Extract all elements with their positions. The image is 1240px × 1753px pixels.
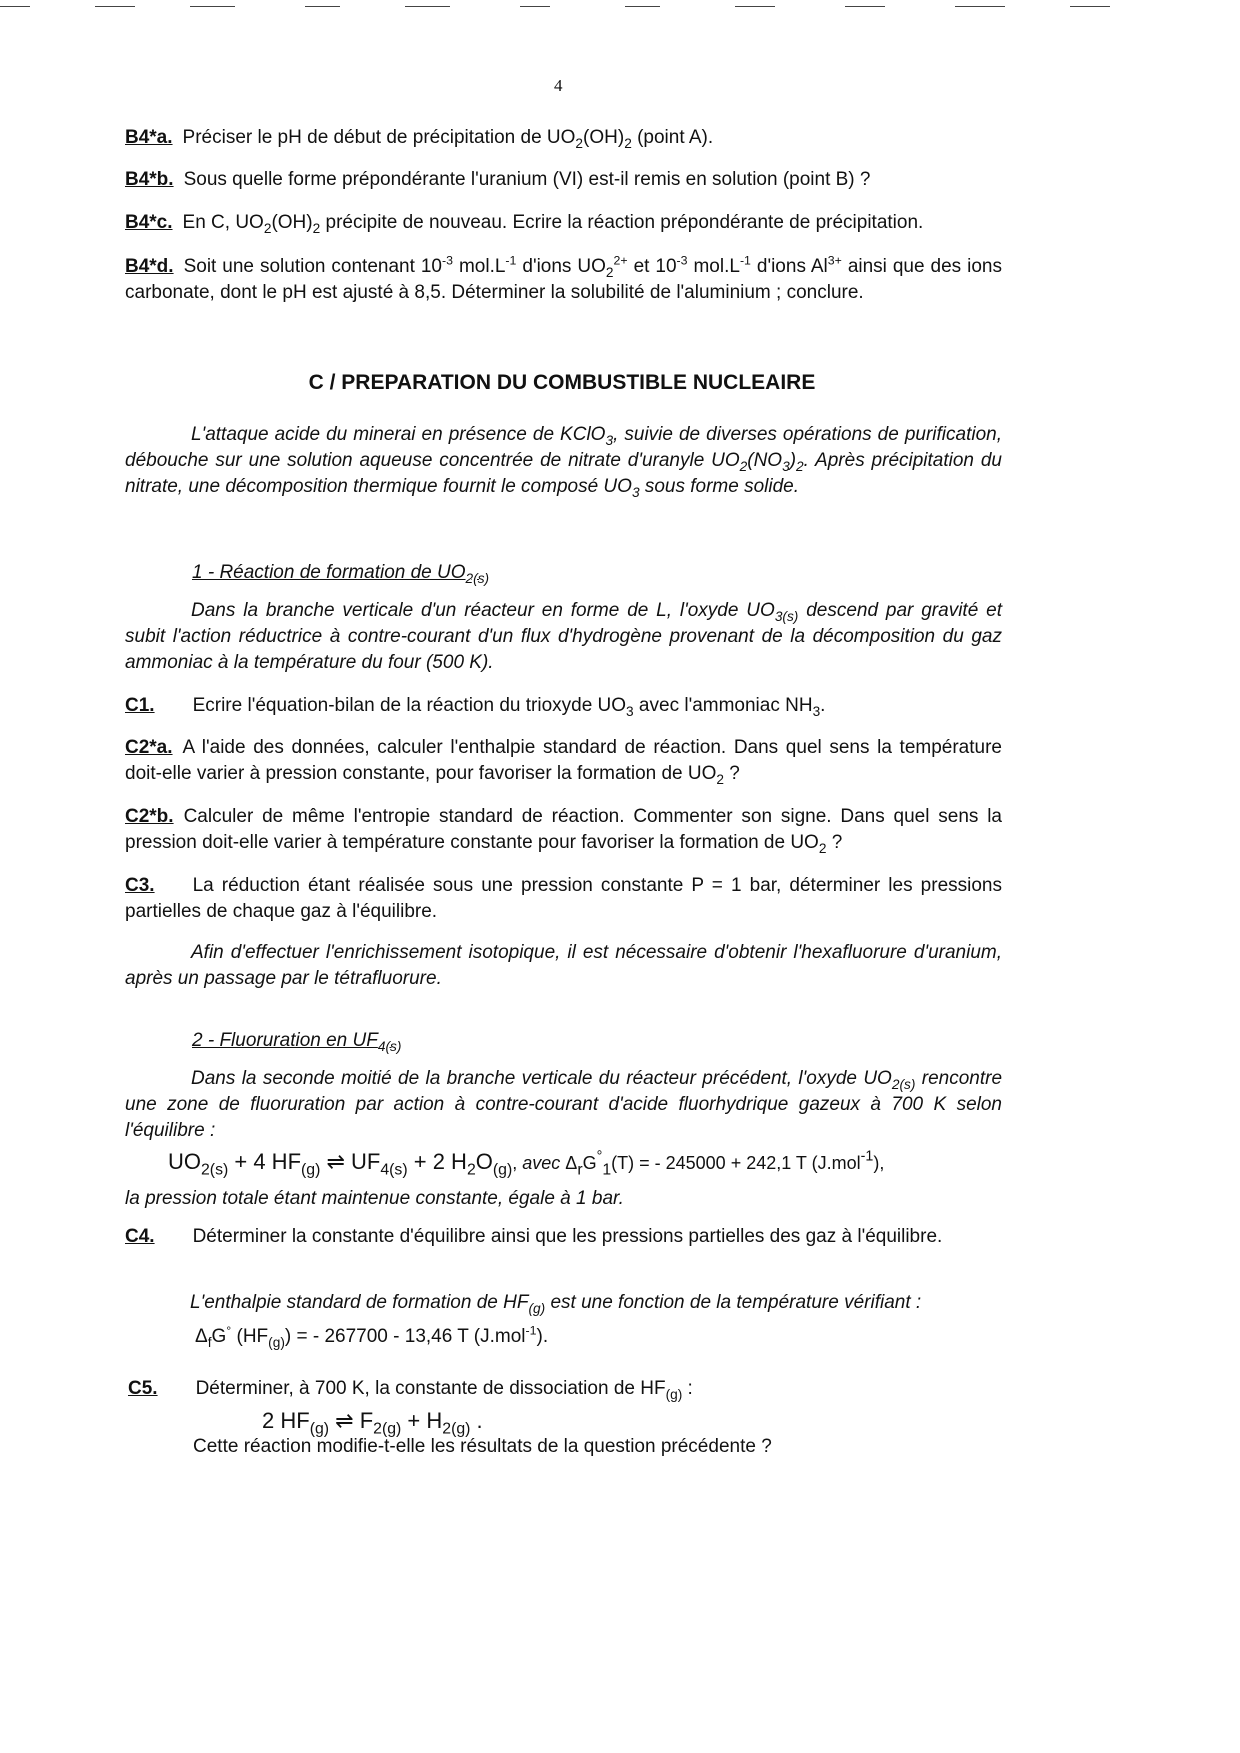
text-run: Δ	[565, 1153, 578, 1173]
superscript: °	[596, 1148, 603, 1165]
question-b4d	[125, 254, 1002, 306]
subscript: 2(s)	[891, 1076, 916, 1092]
subsection-title-1	[192, 560, 489, 586]
question-c3	[125, 873, 1002, 925]
question-label: C2*a.	[125, 737, 173, 758]
text-run: ?	[826, 832, 843, 853]
text-run: ⇌ UF	[320, 1149, 381, 1174]
subscript: 2	[818, 840, 827, 856]
text-run: Soit une solution contenant 10	[183, 256, 442, 277]
subscript: 4(s)	[380, 1161, 408, 1179]
subscript: 2	[624, 135, 632, 151]
subscript: (g)	[665, 1386, 683, 1402]
question-c1	[125, 693, 1002, 719]
subscript: (g)	[301, 1161, 321, 1179]
subscript: 2(s)	[201, 1161, 229, 1179]
text-run: L'enthalpie standard de formation de HF	[190, 1292, 529, 1313]
text-run: Ecrire l'équation-bilan de la réaction du trioxyde UO	[192, 695, 627, 716]
paragraph-pressure	[125, 1186, 1002, 1212]
text-run: Dans la seconde moitié de la branche verticale du réacteur précédent, l'oxyde UO	[191, 1068, 892, 1089]
subscript: 2	[263, 220, 272, 236]
question-label: C1.	[125, 695, 155, 716]
subscript: 2	[605, 264, 614, 280]
text-run: La réduction étant réalisée sous une pression constante P = 1 bar, déterminer les pressions partielles de chaque gaz à l'équilibre.	[125, 875, 1002, 922]
scan-mark	[955, 6, 1005, 7]
subscript: 2	[739, 458, 748, 474]
scan-mark	[625, 6, 660, 7]
text-run: est une fonction de la température vérifiant :	[545, 1292, 922, 1313]
text-run: Déterminer la constante d'équilibre ainsi que les pressions partielles des gaz à l'équilibre.	[192, 1226, 943, 1247]
scan-mark	[845, 6, 885, 7]
text-run: ).	[536, 1326, 549, 1347]
superscript: 3+	[827, 253, 842, 268]
text-run: (point A).	[631, 127, 714, 148]
subscript: 3	[626, 703, 634, 719]
question-label: C5.	[128, 1378, 158, 1399]
text-run: .	[820, 695, 826, 716]
text-run: (T) = - 245000 + 242,1 T (J.mol	[611, 1153, 861, 1173]
question-label: C2*b.	[125, 806, 174, 827]
subscript: (g)	[492, 1161, 513, 1179]
page-number: 4	[554, 76, 563, 95]
question-label: C3.	[125, 875, 155, 896]
scan-mark	[95, 6, 135, 7]
subscript: 3(s)	[774, 608, 799, 624]
text-run: avec	[522, 1153, 566, 1173]
text-run: précipite de nouveau. Ecrire la réaction prépondérante de précipitation.	[320, 212, 924, 233]
subscript: (g)	[309, 1420, 330, 1438]
subscript: 2	[716, 771, 725, 787]
text-run: ,	[512, 1153, 523, 1173]
text-run: Déterminer, à 700 K, la constante de dissociation de HF	[195, 1378, 666, 1399]
subscript: 2	[466, 1161, 476, 1179]
text-run: Δ	[195, 1326, 208, 1347]
subscript: 2	[312, 220, 321, 236]
text-run: rencontre une zone de fluoruration par action à contre-courant d'acide fluorhydrique gazeux à 700 K selon l'équilibre :	[125, 1068, 1003, 1141]
question-c5	[128, 1376, 1005, 1402]
superscript: -3	[676, 253, 688, 268]
question-label: B4*b.	[125, 169, 174, 190]
subscript: 4(s)	[377, 1038, 402, 1054]
question-b4c	[125, 210, 1002, 236]
equation-hf-dissociation	[262, 1406, 862, 1436]
text-run: Calculer de même l'entropie standard de réaction. Commenter son signe. Dans quel sens la pression doit-elle varier à température constante pour favoriser la formation de UO	[125, 806, 1002, 853]
subscript: 3	[782, 458, 790, 474]
text-run: Afin d'effectuer l'enrichissement isotopique, il est nécessaire d'obtenir l'hexafluorure d'uranium, après un passage par le tétrafluorure.	[125, 942, 1002, 989]
text-run: (OH)	[583, 127, 625, 148]
subscript: (g)	[268, 1334, 285, 1350]
text-run: ainsi que des ions carbonate, dont le pH est ajusté à 8,5. Déterminer la solubilité de l'aluminium ; conclure.	[125, 256, 1002, 303]
superscript: -3	[442, 253, 453, 268]
text-run: avec l'ammoniac NH	[633, 695, 813, 716]
subscript: 2(s)	[465, 570, 490, 586]
subscript: 3	[605, 432, 614, 448]
subscript: 3	[812, 703, 821, 719]
text-run: 2 - Fluoruration en UF	[192, 1030, 378, 1051]
text-run: :	[682, 1378, 693, 1399]
scan-mark	[405, 6, 450, 7]
question-c4	[125, 1224, 1002, 1250]
subscript: r	[577, 1161, 583, 1179]
text-run: , suivie de diverses opérations de purification, débouche sur une solution aqueuse concentrée de nitrate d'uranyle UO	[125, 424, 1003, 471]
text-run: 2 HF	[262, 1408, 310, 1433]
question-c2a	[125, 735, 1002, 787]
text-run: A l'aide des données, calculer l'enthalpie standard de réaction. Dans quel sens la température doit-elle varier à pression constante, pour favoriser la formation de UO	[125, 737, 1002, 784]
subscript: 3	[631, 484, 640, 500]
text-run: mol.L	[452, 256, 506, 277]
text-run: Sous quelle forme prépondérante l'uranium (VI) est-il remis en solution (point B) ?	[183, 169, 871, 190]
question-label: B4*c.	[125, 212, 173, 233]
question-label: C4.	[125, 1226, 155, 1247]
text-run: 1 - Réaction de formation de UO	[192, 562, 466, 583]
scan-mark	[305, 6, 340, 7]
scan-mark	[190, 6, 235, 7]
text-run: d'ions Al	[750, 256, 828, 277]
text-run: G	[211, 1326, 227, 1347]
subscript: 2(g)	[373, 1420, 402, 1438]
equation-fluoruration	[168, 1146, 1068, 1179]
superscript: °	[226, 1323, 232, 1338]
text-run: L'attaque acide du minerai en présence de KClO	[191, 424, 606, 445]
subscript: 2	[575, 135, 584, 151]
text-run: O	[475, 1149, 493, 1174]
subscript: 2(g)	[442, 1420, 471, 1438]
section-heading: C / PREPARATION DU COMBUSTIBLE NUCLEAIRE	[308, 371, 816, 394]
scan-mark	[735, 6, 775, 7]
question-b4b	[125, 167, 1002, 193]
subscript: 2	[796, 458, 804, 474]
text-run: ) = - 267700 - 13,46 T (J.mol	[284, 1326, 526, 1347]
text-run: En C, UO	[182, 212, 264, 233]
text-run: (OH)	[271, 212, 313, 233]
text-run: et 10	[627, 256, 677, 277]
text-run: (NO	[747, 450, 783, 471]
text-run: sous forme solide.	[639, 476, 800, 497]
text-run: ⇌ F	[329, 1408, 374, 1433]
text-run: )	[789, 450, 797, 471]
superscript: -1	[525, 1323, 537, 1338]
paragraph-reactor	[125, 598, 1002, 676]
text-run: UO	[168, 1149, 201, 1174]
subscript: (g)	[528, 1300, 546, 1316]
text-run: . Après précipitation du nitrate, une décomposition thermique fournit le composé UO	[125, 450, 1002, 497]
scan-mark	[1070, 6, 1110, 7]
subscript: f	[207, 1334, 212, 1350]
superscript: 2+	[613, 253, 628, 268]
equation-hf-formation	[195, 1322, 995, 1352]
subscript: 1	[602, 1161, 612, 1179]
text-run: + 4 HF	[228, 1149, 302, 1174]
question-label: B4*d.	[125, 256, 174, 277]
question-c5-followup	[193, 1434, 993, 1460]
text-run: G	[582, 1153, 597, 1173]
text-run: d'ions UO	[516, 256, 606, 277]
subsection-title-2	[192, 1028, 401, 1054]
question-b4a	[125, 125, 1002, 151]
superscript: -1	[739, 253, 751, 268]
text-run: Cette réaction modifie-t-elle les résultats de la question précédente ?	[193, 1436, 772, 1457]
text-run: (HF	[231, 1326, 269, 1347]
text-run: mol.L	[687, 256, 740, 277]
scan-mark	[520, 6, 550, 7]
scan-mark	[0, 6, 30, 7]
paragraph-enthalpy	[190, 1290, 1002, 1316]
text-run: Préciser le pH de début de précipitation de UO	[182, 127, 576, 148]
intro-paragraph	[125, 422, 1002, 500]
superscript: -1	[860, 1148, 874, 1165]
question-c2b	[125, 804, 1002, 856]
text-run: la pression totale étant maintenue constante, égale à 1 bar.	[125, 1188, 624, 1209]
text-run: + H	[401, 1408, 443, 1433]
text-run: .	[470, 1408, 483, 1433]
superscript: -1	[505, 253, 517, 268]
text-run: + 2 H	[407, 1149, 467, 1174]
text-run: Dans la branche verticale d'un réacteur en forme de L, l'oxyde UO	[191, 600, 775, 621]
text-run: ),	[873, 1153, 885, 1173]
question-label: B4*a.	[125, 127, 173, 148]
text-run: ?	[724, 763, 740, 784]
text-run: descend par gravité et subit l'action réductrice à contre-courant d'un flux d'hydrogène provenant de la décomposition du gaz ammoniac à la température du four (500 K).	[125, 600, 1002, 673]
paragraph-enrichment	[125, 940, 1002, 992]
paragraph-fluoruration	[125, 1066, 1002, 1144]
